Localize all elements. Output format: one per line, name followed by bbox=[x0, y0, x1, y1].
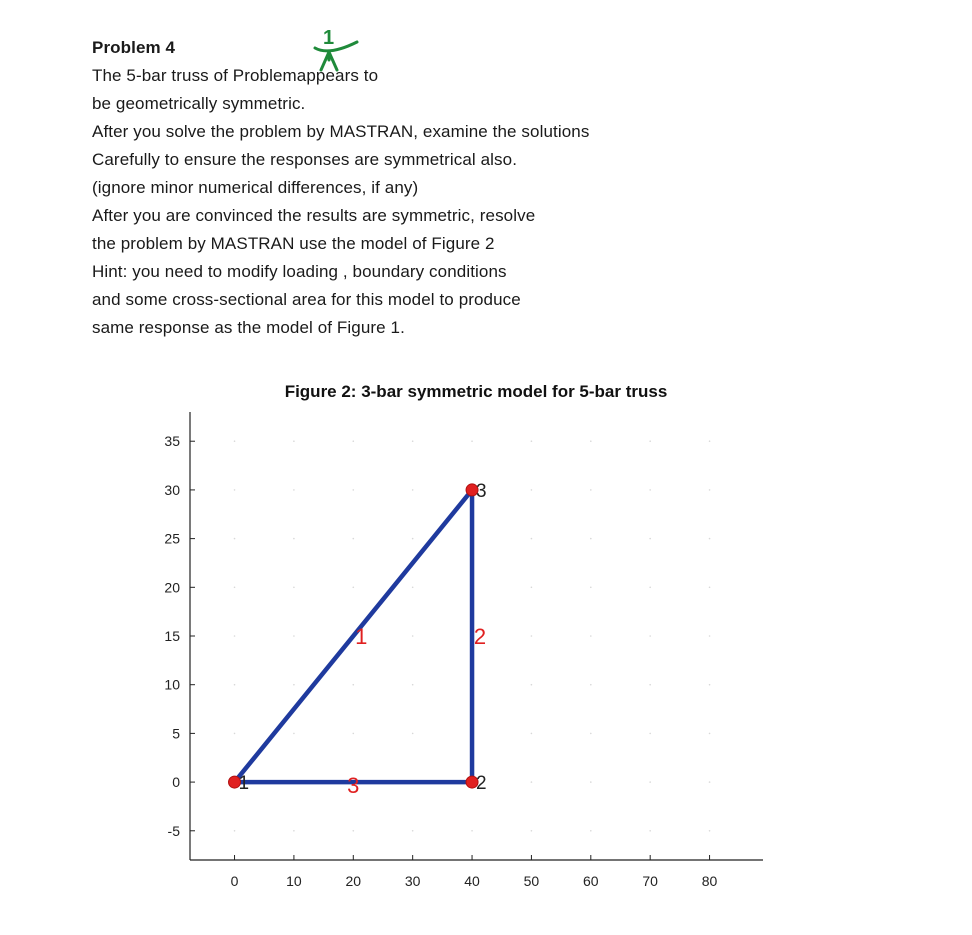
grid-dot bbox=[649, 587, 651, 589]
grid-dot bbox=[412, 830, 414, 832]
grid-dot bbox=[293, 830, 295, 832]
grid-dot bbox=[412, 587, 414, 589]
member-label-3: 3 bbox=[347, 773, 360, 799]
problem-line-8: Hint: you need to modify loading , boundary conditions bbox=[92, 262, 507, 281]
grid-dot bbox=[352, 830, 354, 832]
grid-dot bbox=[649, 635, 651, 637]
grid-dot bbox=[412, 538, 414, 540]
chart-title: Figure 2: 3-bar symmetric model for 5-bar truss bbox=[284, 382, 668, 401]
grid-dot bbox=[234, 587, 236, 589]
grid-dot bbox=[412, 440, 414, 442]
problem-line-5: (ignore minor numerical differences, if any) bbox=[92, 178, 419, 197]
grid-dot bbox=[649, 830, 651, 832]
grid-dot bbox=[531, 635, 533, 637]
x-tick-label: 70 bbox=[642, 873, 658, 889]
grid-dot bbox=[234, 635, 236, 637]
problem-line-10: same response as the model of Figure 1. bbox=[92, 318, 405, 337]
grid-dot bbox=[649, 733, 651, 735]
truss-members bbox=[235, 490, 473, 782]
grid-dot bbox=[234, 733, 236, 735]
grid-dot bbox=[709, 781, 711, 783]
grid-dot bbox=[293, 587, 295, 589]
grid-dot bbox=[590, 733, 592, 735]
grid-dot bbox=[590, 684, 592, 686]
problem-line-9: and some cross-sectional area for this model to produce bbox=[92, 290, 521, 309]
x-tick-label: 10 bbox=[286, 873, 302, 889]
y-tick-label: 30 bbox=[164, 481, 180, 498]
grid-dot bbox=[531, 538, 533, 540]
x-tick-label: 50 bbox=[523, 873, 540, 889]
grid-dot bbox=[352, 733, 354, 735]
grid-dot bbox=[234, 538, 236, 540]
grid-dot bbox=[531, 587, 533, 589]
y-tick-label: 20 bbox=[164, 579, 180, 596]
grid-dot bbox=[590, 440, 592, 442]
grid-dot bbox=[649, 489, 651, 491]
problem-line-1-tail: appears to bbox=[296, 66, 379, 85]
grid-dot bbox=[293, 684, 295, 686]
handwritten-insert-number: 1 bbox=[323, 27, 335, 49]
grid-dot bbox=[709, 830, 711, 832]
grid-dot bbox=[234, 489, 236, 491]
grid-dot bbox=[293, 489, 295, 491]
problem-line-7: the problem by MASTRAN use the model of Figure 2 bbox=[92, 234, 495, 253]
y-tick-label: 15 bbox=[164, 628, 180, 644]
x-tick-label: 20 bbox=[345, 873, 362, 889]
grid-dot bbox=[590, 830, 592, 832]
grid-dot bbox=[590, 587, 592, 589]
y-tick-label: 0 bbox=[172, 774, 180, 791]
grid-dot bbox=[531, 733, 533, 735]
grid-dot bbox=[590, 781, 592, 783]
grid-dot bbox=[531, 684, 533, 686]
grid-dot bbox=[412, 684, 414, 686]
x-tick-label: 80 bbox=[701, 873, 718, 889]
grid-dot bbox=[531, 781, 533, 783]
grid-dot bbox=[352, 440, 354, 442]
problem-line-2: be geometrically symmetric. bbox=[92, 94, 306, 113]
grid-dot bbox=[352, 684, 354, 686]
grid-dot bbox=[531, 489, 533, 491]
grid-dot bbox=[590, 489, 592, 491]
grid-dot bbox=[649, 684, 651, 686]
problem-title: Problem 4 bbox=[92, 38, 176, 57]
problem-line-6: After you are convinced the results are symmetric, resolve bbox=[92, 206, 536, 225]
grid-dot bbox=[649, 781, 651, 783]
node-label-2: 2 bbox=[476, 773, 487, 795]
grid-dot bbox=[709, 684, 711, 686]
grid-dot bbox=[234, 440, 236, 442]
member-labels bbox=[347, 624, 486, 798]
grid-dot bbox=[412, 733, 414, 735]
grid-dot bbox=[709, 489, 711, 491]
grid-dot bbox=[412, 635, 414, 637]
member-label-2: 2 bbox=[473, 624, 487, 649]
grid-dot bbox=[590, 538, 592, 540]
y-tick-label: 25 bbox=[164, 530, 180, 547]
truss-member-1 bbox=[235, 490, 473, 782]
grid-dot bbox=[709, 538, 711, 540]
grid-dot bbox=[709, 440, 711, 442]
grid-dot bbox=[590, 635, 592, 637]
x-tick-label: 0 bbox=[230, 873, 239, 889]
x-tick-label: 30 bbox=[404, 873, 421, 889]
y-tick-label: 35 bbox=[164, 433, 180, 450]
grid-dot bbox=[293, 440, 295, 442]
grid-dot bbox=[709, 587, 711, 589]
y-tick-label: 5 bbox=[172, 725, 180, 742]
grid-dot bbox=[709, 733, 711, 735]
grid-dot bbox=[352, 587, 354, 589]
grid-dot bbox=[709, 635, 711, 637]
node-label-3: 3 bbox=[476, 480, 487, 502]
grid-dot bbox=[234, 684, 236, 686]
problem-line-4: Carefully to ensure the responses are symmetrical also. bbox=[92, 150, 518, 169]
grid-dot bbox=[649, 538, 651, 540]
x-tick-label: 40 bbox=[464, 873, 480, 889]
grid-dot bbox=[649, 440, 651, 442]
grid-dot bbox=[471, 830, 473, 832]
grid-dot bbox=[531, 830, 533, 832]
node-label-1: 1 bbox=[238, 773, 250, 795]
grid-dot bbox=[293, 733, 295, 735]
y-tick-label: 10 bbox=[164, 676, 180, 693]
problem-line-1-text: The 5-bar truss of Problem bbox=[92, 66, 297, 85]
grid-dot bbox=[234, 830, 236, 832]
grid-dot bbox=[293, 538, 295, 540]
y-tick-label: -5 bbox=[167, 822, 180, 839]
grid-dot bbox=[293, 635, 295, 637]
grid-dot bbox=[352, 489, 354, 491]
member-label-1: 1 bbox=[355, 624, 368, 649]
x-tick-label: 60 bbox=[583, 873, 599, 889]
problem-line-3: After you solve the problem by MASTRAN, examine the solutions bbox=[92, 122, 590, 141]
grid-dot bbox=[412, 489, 414, 491]
grid-dot bbox=[352, 538, 354, 540]
grid-dot bbox=[531, 440, 533, 442]
grid-dot bbox=[471, 440, 473, 442]
